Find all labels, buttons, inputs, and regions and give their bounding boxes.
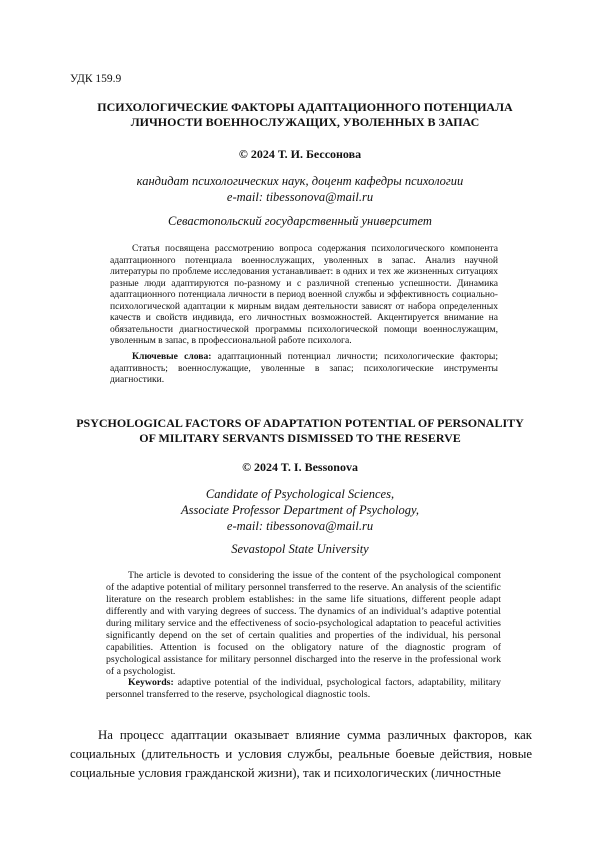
udk-code: УДК 159.9 bbox=[70, 73, 122, 85]
ru-author: © 2024 Т. И. Бессонова bbox=[238, 147, 362, 161]
en-abstract: The article is devoted to considering the issue of the content of the psychological component of the adaptive potential of military personnel transferred to the reserve. An analysis of the scientific literature on the research problem establishes: in the same life situations, different people adapt differently and with varying degrees of success. The dynamics of an individual’s adaptive potential during military service and the effectiveness of socio-psychological adaptation to peaceful activities significantly depend on the set of certain qualities and properties of the individual, his personal capabilities. Attention is focused on the obligatory nature of the diagnostic program of psychological assistance for military personnel discharged into the reserve in the professional work of a psychologist. bbox=[106, 570, 501, 677]
en-affiliation bbox=[60, 486, 540, 534]
en-position-line-1: Candidate of Psychological Sciences, bbox=[205, 487, 395, 501]
ru-affiliation bbox=[60, 173, 540, 205]
ru-abstract: Статья посвящена рассмотрению вопроса содержания психологического компонента адаптационного потенциала военнослужащих, уволенных в запас. Анализ научной литературы по проблеме исследования устанавливает: в одних и тех же жизненных ситуациях разные люди адаптируются по-разному и с различной степенью успешности. Динамика адаптационного потенциала личности в период военной службы и эффективность социально-психологической адаптации к мирным видам деятельности зависят от набора определенных качеств и свойств индивида, его личностных возможностей. Акцентируется внимание на обязательности диагностической программы психологической помощи военнослужащим, уволенным в запас, в профессиональной работе психолога. bbox=[110, 243, 498, 346]
ru-title-line-2: ЛИЧНОСТИ ВОЕННОСЛУЖАЩИХ, УВОЛЕННЫХ В ЗАПАС bbox=[130, 115, 480, 129]
en-title-line-1: PSYCHOLOGICAL FACTORS OF ADAPTATION POTENTIAL OF PERSONALITY bbox=[76, 416, 524, 430]
en-title bbox=[60, 416, 540, 446]
en-author: © 2024 T. I. Bessonova bbox=[242, 460, 358, 474]
en-position-line-2: Associate Professor Department of Psychology, bbox=[180, 503, 420, 517]
ru-title-line-1: ПСИХОЛОГИЧЕСКИЕ ФАКТОРЫ АДАПТАЦИОННОГО ПОТЕНЦИАЛА bbox=[97, 100, 513, 114]
en-university: Sevastopol State University bbox=[231, 542, 369, 556]
ru-title bbox=[80, 100, 530, 130]
en-title-line-2: OF MILITARY SERVANTS DISMISSED TO THE RESERVE bbox=[139, 431, 461, 445]
en-email: e-mail: tibessonova@mail.ru bbox=[226, 519, 374, 533]
en-keywords-text: adaptive potential of the individual, psychological factors, adaptability, military personnel transferred to the reserve, psychological diagnostic tools. bbox=[106, 677, 501, 700]
body-paragraph: На процесс адаптации оказывает влияние сумма различных факторов, как социальных (длительность и условия службы, реальные боевые действия, новые социальные условия гражданской жизни), так и психологических (личностные bbox=[70, 728, 532, 780]
ru-keywords-label: Ключевые слова: bbox=[132, 351, 212, 362]
ru-keywords bbox=[110, 351, 498, 386]
ru-position: кандидат психологических наук, доцент кафедры психологии bbox=[136, 174, 464, 188]
ru-university: Севастопольский государственный университет bbox=[168, 214, 432, 228]
en-keywords-label: Keywords: bbox=[128, 677, 174, 688]
ru-email: e-mail: tibessonova@mail.ru bbox=[226, 190, 374, 204]
en-keywords bbox=[106, 677, 501, 701]
ru-keywords-text: адаптационный потенциал личности; психологические факторы; адаптивность; военнослужащие, уволенные в запас; психологические инструменты диагностики. bbox=[110, 351, 498, 385]
